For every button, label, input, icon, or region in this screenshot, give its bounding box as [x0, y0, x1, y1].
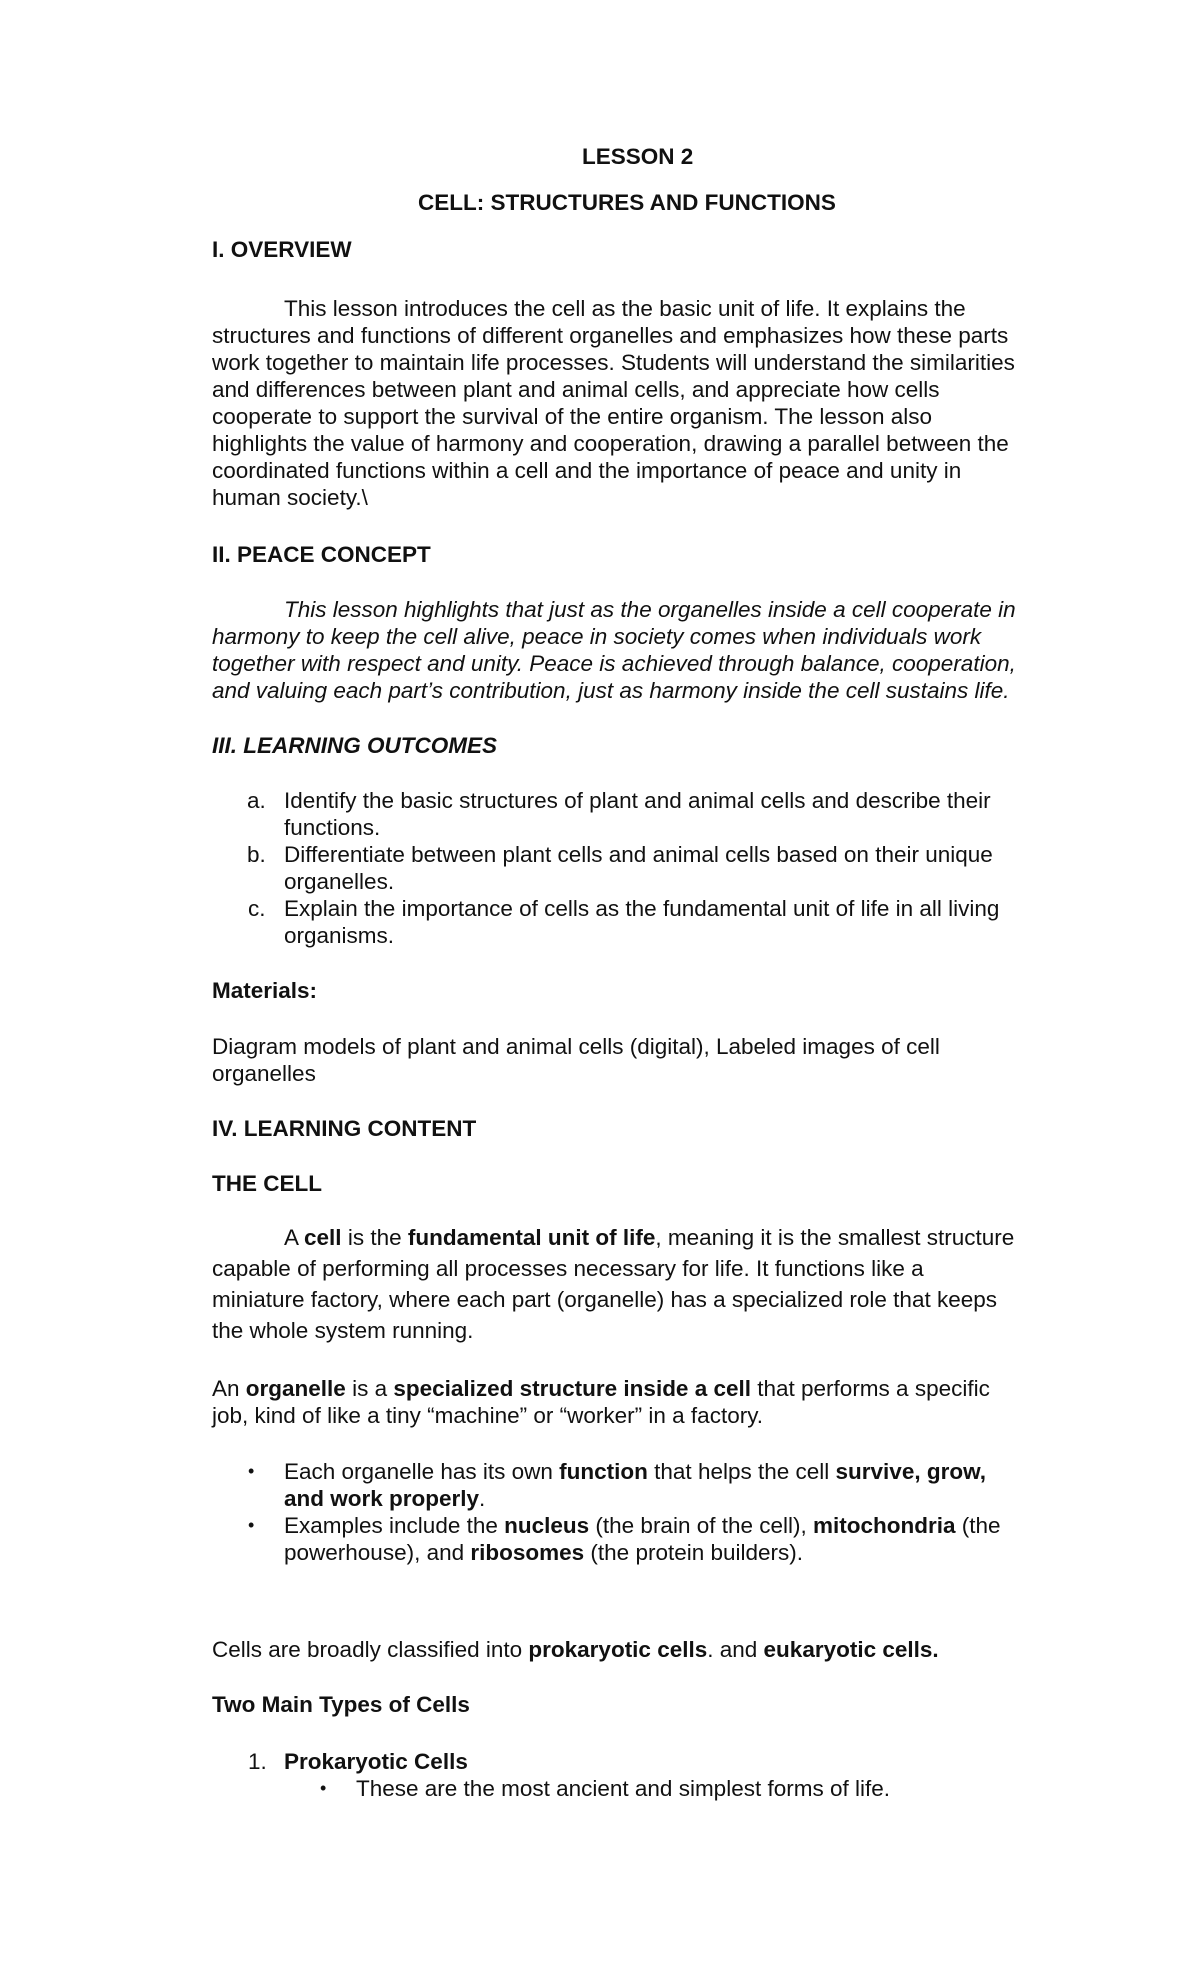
bullet-text	[284, 1485, 485, 1512]
overview-line: structures and functions of different organelles and emphasizes how these parts	[212, 323, 1009, 348]
bullet-text	[284, 1539, 803, 1566]
overview-line: work together to maintain life processes. Students will understand the similarities	[212, 350, 1015, 375]
the-cell-heading: THE CELL	[212, 1171, 322, 1196]
overview-line: highlights the value of harmony and cooperation, drawing a parallel between the	[212, 431, 1009, 456]
outcome-text: Explain the importance of cells as the fundamental unit of life in all living	[284, 896, 1000, 921]
outcome-text: organelles.	[284, 869, 395, 894]
outcome-text: organisms.	[284, 923, 395, 948]
bullet-icon: •	[320, 1778, 327, 1798]
term-prokaryotic: prokaryotic cells	[528, 1637, 708, 1662]
term-mitochondria: mitochondria	[813, 1513, 956, 1538]
text-span: . and	[707, 1637, 764, 1662]
peace-line: This lesson highlights that just as the organelles inside a cell cooperate in	[284, 597, 1016, 622]
term-organelle: organelle	[245, 1376, 346, 1401]
term-specialized-structure: specialized structure inside a cell	[393, 1376, 751, 1401]
prokaryotic-cells-title: Prokaryotic Cells	[284, 1749, 468, 1774]
bullet-icon: •	[248, 1461, 255, 1481]
overview-paragraph	[212, 295, 1092, 511]
peace-concept-heading: II. PEACE CONCEPT	[212, 542, 431, 567]
outcome-label: b.	[247, 842, 266, 867]
term-work-properly: and work properly	[284, 1486, 480, 1511]
bullet-text	[284, 1512, 1001, 1539]
materials-text: organelles	[212, 1061, 316, 1086]
term-ribosomes: ribosomes	[470, 1540, 585, 1565]
materials-text: Diagram models of plant and animal cells (digital), Labeled images of cell	[212, 1034, 940, 1059]
outcome-label: c.	[248, 896, 266, 921]
term-nucleus: nucleus	[504, 1513, 590, 1538]
lesson-number: LESSON 2	[582, 144, 694, 169]
peace-line: together with respect and unity. Peace is achieved through balance, cooperation,	[212, 651, 1016, 676]
outcome-label: a.	[247, 788, 266, 813]
organelle-definition-line	[212, 1375, 990, 1402]
learning-outcomes-heading: III. LEARNING OUTCOMES	[212, 733, 498, 758]
term-survive: survive, grow,	[835, 1459, 986, 1484]
text-span: Examples include the	[284, 1513, 505, 1538]
overview-line: This lesson introduces the cell as the basic unit of life. It explains the	[284, 296, 966, 321]
organelle-definition-line: job, kind of like a tiny “machine” or “worker” in a factory.	[212, 1403, 764, 1428]
overview-line: human society.\	[212, 485, 368, 510]
text-span: is a	[345, 1376, 394, 1401]
overview-line: cooperate to support the survival of the entire organism. The lesson also	[212, 404, 932, 429]
text-span: (the protein builders).	[584, 1540, 804, 1565]
cell-definition-line: the whole system running.	[212, 1318, 474, 1343]
text-span: is the	[341, 1225, 408, 1250]
bullet-text	[284, 1458, 986, 1485]
bullet-icon: •	[248, 1515, 255, 1535]
text-span: An	[212, 1376, 246, 1401]
materials-heading: Materials:	[212, 978, 318, 1003]
cell-definition-line: capable of performing all processes necessary for life. It functions like a	[212, 1256, 924, 1281]
cell-definition-line: miniature factory, where each part (organelle) has a specialized role that keeps	[212, 1287, 997, 1312]
term-function: function	[559, 1459, 648, 1484]
outcome-text: Identify the basic structures of plant and animal cells and describe their	[284, 788, 991, 813]
overview-line: coordinated functions within a cell and the importance of peace and unity in	[212, 458, 962, 483]
peace-line: and valuing each part’s contribution, just as harmony inside the cell sustains life.	[212, 678, 1010, 703]
text-span: that helps the cell	[647, 1459, 836, 1484]
text-span: powerhouse), and	[284, 1540, 471, 1565]
text-span: , meaning it is the smallest structure	[655, 1225, 1015, 1250]
peace-concept-paragraph	[212, 596, 1092, 704]
text-span: Cells are broadly classified into	[212, 1637, 529, 1662]
text-span: (the brain of the cell),	[589, 1513, 814, 1538]
term-fundamental-unit: fundamental unit of life	[407, 1225, 656, 1250]
type-number: 1.	[248, 1749, 267, 1774]
text-span: that performs a specific	[751, 1376, 990, 1401]
prokaryotic-bullet-text: These are the most ancient and simplest forms of life.	[356, 1776, 890, 1801]
outcome-text: Differentiate between plant cells and animal cells based on their unique	[284, 842, 993, 867]
classification-line	[212, 1636, 939, 1663]
text-span: Each organelle has its own	[284, 1459, 560, 1484]
cell-definition-line	[284, 1224, 1014, 1251]
learning-content-heading: IV. LEARNING CONTENT	[212, 1116, 477, 1141]
term-eukaryotic: eukaryotic cells.	[763, 1637, 939, 1662]
text-span: A	[284, 1225, 305, 1250]
lesson-title: CELL: STRUCTURES AND FUNCTIONS	[418, 190, 836, 215]
term-cell: cell	[304, 1225, 342, 1250]
text-span: (the	[955, 1513, 1001, 1538]
outcome-text: functions.	[284, 815, 381, 840]
two-types-heading: Two Main Types of Cells	[212, 1692, 470, 1717]
overview-line: and differences between plant and animal cells, and appreciate how cells	[212, 377, 940, 402]
peace-line: harmony to keep the cell alive, peace in society comes when individuals work	[212, 624, 982, 649]
overview-heading: I. OVERVIEW	[212, 237, 352, 262]
text-span: .	[479, 1486, 486, 1511]
